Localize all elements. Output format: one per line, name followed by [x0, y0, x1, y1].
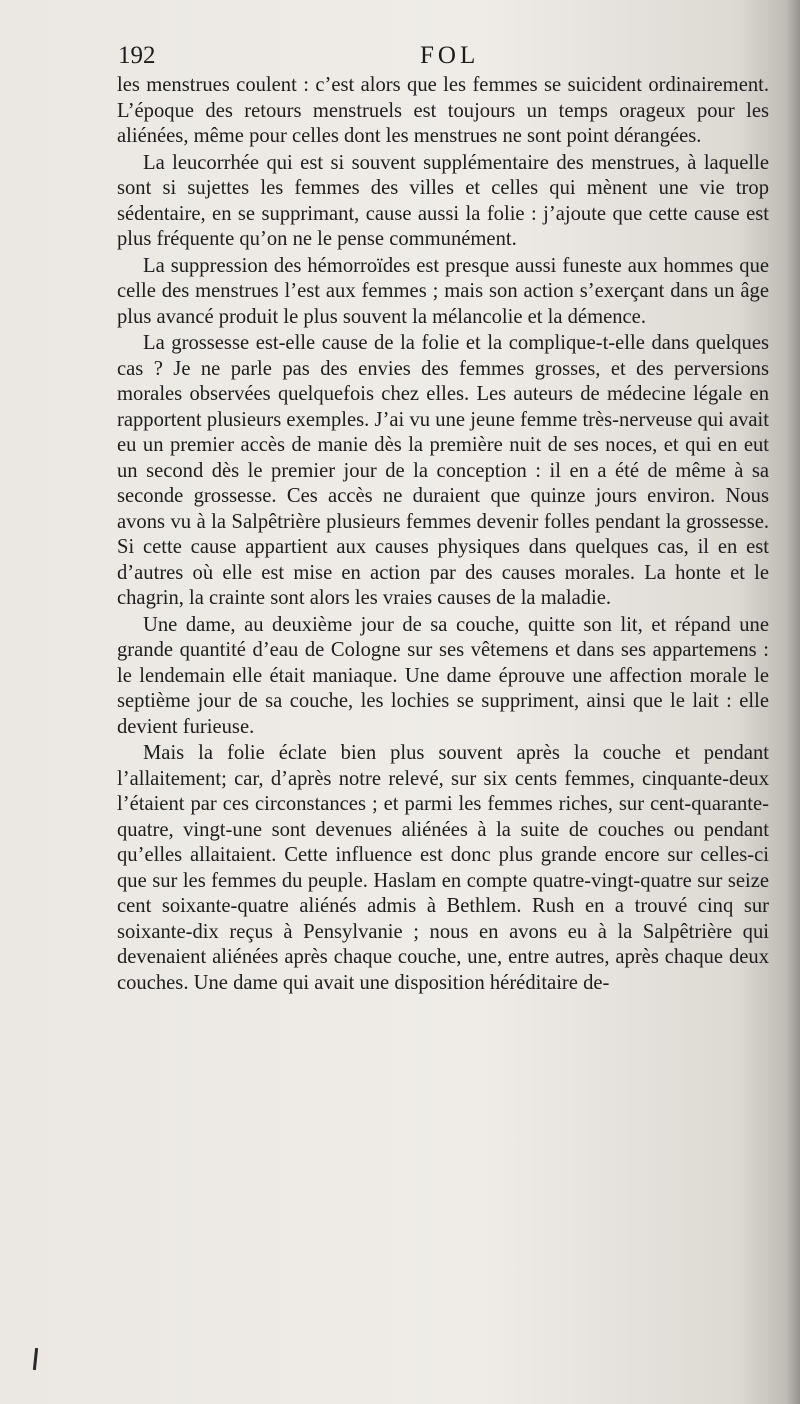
page-header: [118, 42, 768, 76]
paragraph-couche: Une dame, au deuxième jour de sa couche, quitte son lit, et répand une grande quantité d’eau de Cologne sur ses vêtemens et dans ses appartemens : le lendemain elle était maniaque. Une dame éprouve une affection morale le septième jour de sa couche, les lochies se suppriment, ainsi que le lait : elle devient furieuse.: [117, 613, 769, 738]
running-head: FOL: [420, 42, 480, 69]
paragraph-grossesse: La grossesse est-elle cause de la folie et la complique-t-elle dans quelques cas ? Je ne parle pas des envies des femmes grosses, et des perversions morales observées quelquefois chez elles. Les auteurs de médecine légale en rapportent plusieurs exemples. J’ai vu une jeune femme très-nerveuse qui avait eu un premier accès de manie dès la première nuit de ses noces, et qui en eut un second dès le premier jour de la conception : il en a été de même à sa seconde grossesse. Ces accès ne duraient que quinze jours environ. Nous avons vu à la Salpêtrière plusieurs femmes devenir folles pendant la grossesse. Si cette cause appartient aux causes physiques dans quelques cas, il en est d’autres où elle est mise en action par des causes morales. La honte et le chagrin, la crainte sont alors les vraies causes de la maladie.: [117, 332, 769, 609]
paragraph-hemorroides: La suppression des hémorroïdes est presque aussi funeste aux hommes que celle des menstrues l’est aux femmes ; mais son action s’exerçant dans un âge plus avancé produit le plus souvent la mélancolie et la démence.: [117, 254, 769, 328]
paragraph-continuation: les menstrues coulent : c’est alors que les femmes se suicident ordinairement. L’époque des retours menstruels est toujours un temps orageux pour les aliénées, même pour celles dont les menstrues ne sont point dérangées.: [117, 74, 769, 147]
ink-mark: [33, 1348, 38, 1370]
page-edge-shadow: [786, 0, 800, 1404]
page-number: 192: [118, 42, 156, 69]
paragraph-allaitement: Mais la folie éclate bien plus souvent après la couche et pendant l’allaitement; car, d’après notre relevé, sur six cents femmes, cinquante-deux l’étaient par ces circonstances ; et parmi les femmes riches, sur cent-quarante-quatre, vingt-une sont devenues aliénées à la suite de couches ou pendant qu’elles allaitaient. Cette influence est donc plus grande encore sur celles-ci que sur les femmes du peuple. Haslam en compte quatre-vingt-quatre sur seize cent soixante-quatre aliénés admis à Bethlem. Rush en a trouvé cinq sur soixante-dix reçus à Pensylvanie ; nous en avons eu à la Salpêtrière qui devenaient aliénées après chaque couche, une, entre autres, après chaque deux couches. Une dame qui avait une disposition héréditaire de-: [117, 742, 769, 994]
body-text: [117, 73, 769, 997]
paragraph-leucorrhee: La leucorrhée qui est si souvent supplémentaire des menstrues, à laquelle sont si sujettes les femmes des villes et celles qui mènent une vie trop sédentaire, en se supprimant, cause aussi la folie : j’ajoute que cette cause est plus fréquente qu’on ne le pense communément.: [117, 151, 769, 250]
